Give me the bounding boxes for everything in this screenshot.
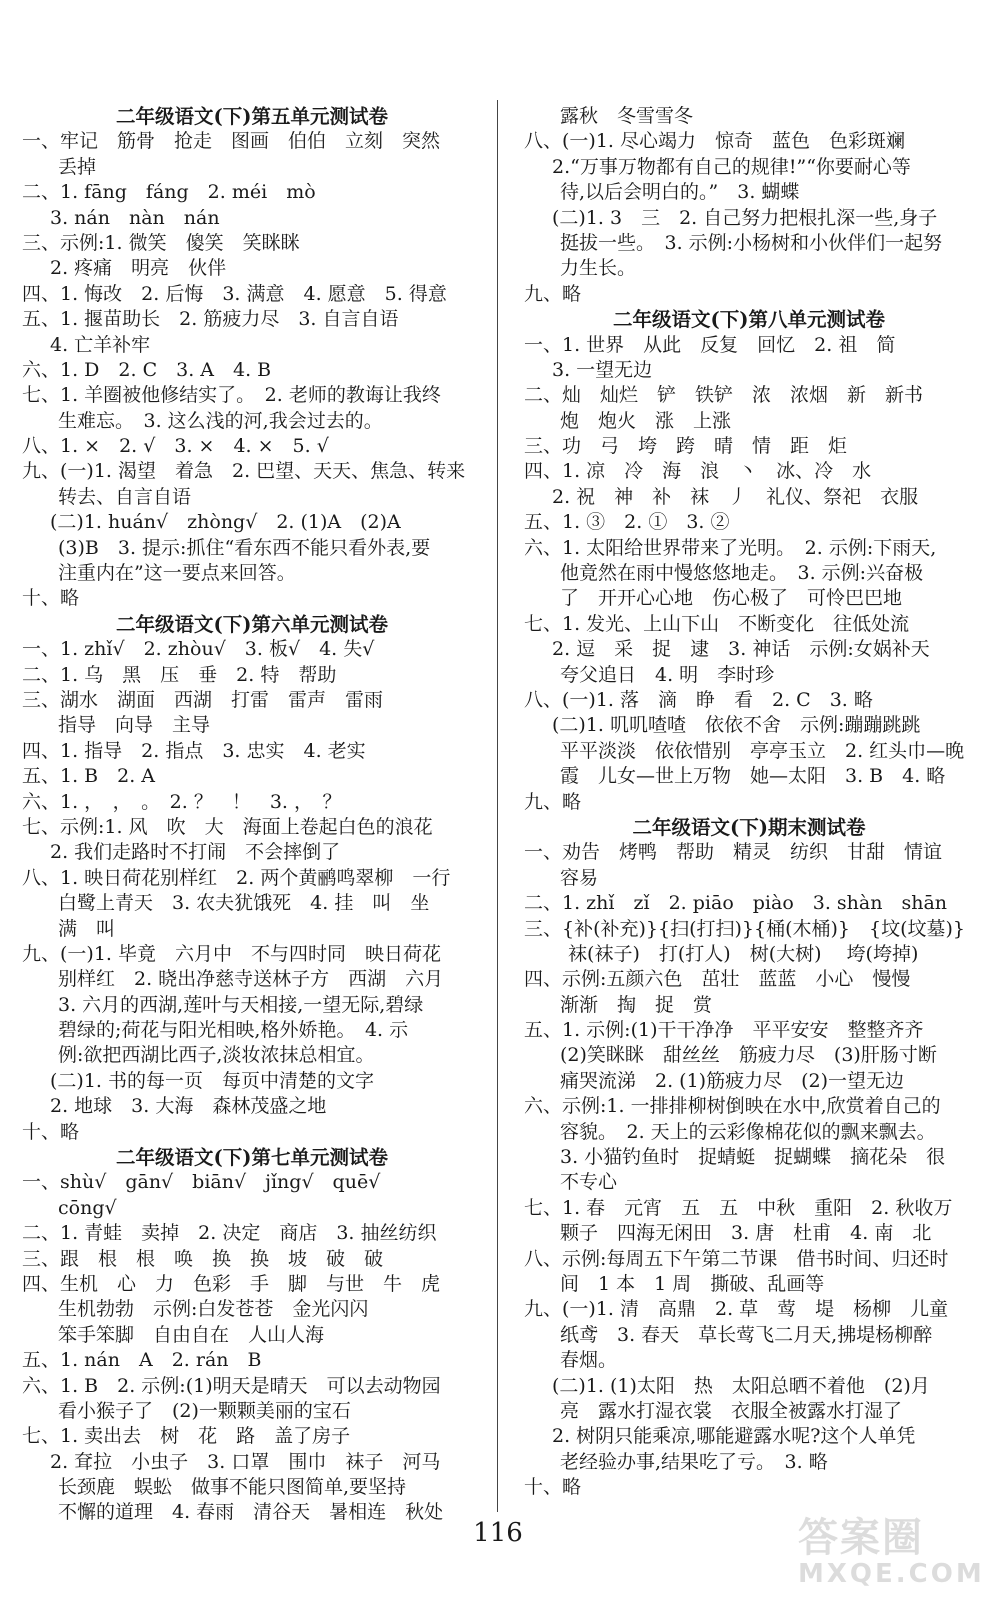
answer-line: 六、1. 太阳给世界带来了光明。 2. 示例:下雨天, xyxy=(524,536,937,559)
answer-line: 待,以后会明白的。” 3. 蝴蝶 xyxy=(560,181,800,204)
answer-line: cōng√ xyxy=(58,1196,117,1219)
answer-line: (2)笑眯眯 甜丝丝 筋疲力尽 (3)肝肠寸断 xyxy=(560,1044,937,1067)
answer-line: 九、略 xyxy=(524,790,582,813)
answer-line: 2. 疼痛 明亮 伙伴 xyxy=(50,257,227,280)
answer-line: 八、(一)1. 尽心竭力 惊奇 蓝色 色彩斑斓 xyxy=(524,130,905,153)
answer-line: 一、1. 世界 从此 反复 回忆 2. 祖 简 xyxy=(524,333,896,356)
answer-line: 三、跟 根 根 唤 换 换 坡 破 破 xyxy=(22,1247,384,1270)
answer-line: 容易 xyxy=(560,866,599,889)
answer-line: 四、1. 凉 冷 海 浪 丶 冰、冷 水 xyxy=(524,460,872,483)
answer-line: 五、1. 示例:(1)干干净净 平平安安 整整齐齐 xyxy=(524,1019,924,1042)
answer-line: 二、1. 青蛙 卖掉 2. 决定 商店 3. 抽丝纺织 xyxy=(22,1222,437,1245)
section-title: 二年级语文(下)期末测试卷 xyxy=(632,815,866,839)
answer-line: 春烟。 xyxy=(560,1349,618,1372)
section-title: 二年级语文(下)第五单元测试卷 xyxy=(116,105,388,128)
watermark-line2: MXQE.COM xyxy=(798,1559,985,1589)
answer-line: 碧绿的;荷花与阳光相映,格外娇艳。 4. 示 xyxy=(58,1019,409,1042)
answer-line: 十、略 xyxy=(22,1120,80,1143)
column-divider xyxy=(497,100,498,1512)
answer-line: 3. 小猫钓鱼时 捉蜻蜓 捉蝴蝶 摘花朵 很 xyxy=(560,1146,946,1169)
answer-line: (二)1. 书的每一页 每页中清楚的文字 xyxy=(50,1069,374,1092)
answer-line: 三、{补(补充)}{扫(打扫)}{桶(木桶)} {坟(坟墓)} xyxy=(524,917,966,940)
answer-line: 五、1. B 2. A xyxy=(22,765,156,788)
watermark-logo xyxy=(798,1506,985,1589)
section-title: 二年级语文(下)第八单元测试卷 xyxy=(613,308,885,332)
answer-line: (3)B 3. 提示:抓住“看东西不能只看外表,要 xyxy=(58,536,431,559)
answer-line: 一、牢记 筋骨 抢走 图画 伯伯 立刻 突然 xyxy=(22,130,441,153)
answer-line: 2. 逗 采 捉 逮 3. 神话 示例:女娲补天 xyxy=(552,638,930,661)
answer-line: 三、功 弓 垮 跨 晴 情 距 炬 xyxy=(524,435,848,458)
answer-line: (二)1. huán√ zhòng√ 2. (1)A (2)A xyxy=(50,511,401,534)
watermark-line1: 答案圈 xyxy=(798,1515,924,1561)
answer-line: 亮 露水打湿衣裳 衣服全被露水打湿了 xyxy=(560,1399,903,1422)
answer-line: 2. 树阴只能乘凉,哪能避露水呢?这个人单凭 xyxy=(552,1425,916,1448)
answer-line: 二、1. zhǐ zǐ 2. piāo piào 3. shàn shān xyxy=(524,892,948,915)
answer-line: 五、1. nán A 2. rán B xyxy=(22,1349,262,1372)
answer-line: 三、示例:1. 微笑 傻笑 笑眯眯 xyxy=(22,231,300,254)
section-title: 二年级语文(下)第七单元测试卷 xyxy=(116,1146,388,1170)
right-column xyxy=(524,104,974,1500)
answer-line: 2. 地球 3. 大海 森林茂盛之地 xyxy=(50,1095,327,1118)
answer-line: 一、shù√ gān√ biān√ jǐng√ quē√ xyxy=(22,1171,381,1194)
answer-line: 八、1. × 2. √ 3. × 4. × 5. √ xyxy=(22,435,329,458)
answer-line: 长颈鹿 蜈蚣 做事不能只图简单,要坚持 xyxy=(58,1476,407,1499)
answer-line: 例:欲把西湖比西子,淡妆浓抹总相宜。 xyxy=(58,1044,375,1067)
answer-line: 十、略 xyxy=(22,587,80,610)
answer-line: 老经验办事,结果吃了亏。 3. 略 xyxy=(560,1450,828,1473)
answer-line: 3. nán nàn nán xyxy=(50,206,220,229)
answer-line: 3. 六月的西湖,莲叶与天相接,一望无际,碧绿 xyxy=(58,993,424,1016)
answer-line: 六、1. D 2. C 3. A 4. B xyxy=(22,358,272,381)
answer-line: 看小猴子了 (2)一颗颗美丽的宝石 xyxy=(58,1399,351,1422)
answer-line: 生难忘。 3. 这么浅的河,我会过去的。 xyxy=(58,409,383,432)
answer-line: 平平淡淡 依依惜别 亭亭玉立 2. 红头巾—晚 xyxy=(560,739,965,762)
answer-line: 丢掉 xyxy=(58,155,97,178)
answer-line: (二)1. (1)太阳 热 太阳总晒不着他 (2)月 xyxy=(552,1374,930,1397)
answer-line: 2. 耷拉 小虫子 3. 口罩 围巾 袜子 河马 xyxy=(50,1450,441,1473)
answer-line: 白鹭上青天 3. 农夫犹饿死 4. 挂 叫 坐 xyxy=(58,892,430,915)
answer-line: 袜(袜子) 打(打人) 树(大树) 垮(垮掉) xyxy=(524,942,919,965)
answer-line: 五、1. 揠苗助长 2. 筋疲力尽 3. 自言自语 xyxy=(22,308,399,331)
answer-line: 纸鸢 3. 春天 草长莺飞二月天,拂堤杨柳醉 xyxy=(560,1323,933,1346)
answer-line: 七、示例:1. 风 吹 大 海面上卷起白色的浪花 xyxy=(22,815,433,838)
answer-line: 七、1. 卖出去 树 花 路 盖了房子 xyxy=(22,1425,351,1448)
answer-line: 2. 我们走路时不打闹 不会摔倒了 xyxy=(50,841,341,864)
answer-line: 二、灿 灿烂 铲 铁铲 浓 浓烟 新 新书 xyxy=(524,384,924,407)
answer-line: 不专心 xyxy=(560,1171,618,1194)
answer-line: 六、示例:1. 一排排柳树倒映在水中,欣赏着自己的 xyxy=(524,1095,941,1118)
answer-line: 夸父追日 4. 明 李时珍 xyxy=(560,663,775,686)
answer-line: 七、1. 羊圈被他修结实了。 2. 老师的教诲让我终 xyxy=(22,384,441,407)
answer-line: 4. 亡羊补牢 xyxy=(50,333,151,356)
answer-line: 霞 儿女—世上万物 她—太阳 3. B 4. 略 xyxy=(560,765,946,788)
answer-line: 2. 祝 神 补 袜 丿 礼仪、祭祀 衣服 xyxy=(552,485,919,508)
answer-line: 九、(一)1. 清 高鼎 2. 草 莺 堤 杨柳 儿童 xyxy=(524,1298,949,1321)
answer-line: 七、1. 发光、上山下山 不断变化 往低处流 xyxy=(524,612,910,635)
answer-line: 四、生机 心 力 色彩 手 脚 与世 牛 虎 xyxy=(22,1272,441,1295)
section-title: 二年级语文(下)第六单元测试卷 xyxy=(116,612,388,636)
answer-line: 笨手笨脚 自由自在 人山人海 xyxy=(58,1323,325,1346)
answer-line: (二)1. 叽叽喳喳 依依不舍 示例:蹦蹦跳跳 xyxy=(552,714,921,737)
answer-line: 九、(一)1. 毕竟 六月中 不与四时同 映日荷花 xyxy=(22,942,441,965)
answer-line: (二)1. 3 三 2. 自己努力把根扎深一些,身子 xyxy=(552,206,938,229)
answer-line: 不懈的道理 4. 春雨 清谷天 暑相连 秋处 xyxy=(58,1501,444,1524)
answer-line: 七、1. 春 元宵 五 五 中秋 重阳 2. 秋收万 xyxy=(524,1196,953,1219)
answer-line: 挺拔一些。 3. 示例:小杨树和小伙伴们一起努 xyxy=(560,231,943,254)
answer-line: 六、1. B 2. 示例:(1)明天是晴天 可以去动物园 xyxy=(22,1374,441,1397)
answer-line: 痛哭流涕 2. (1)筋疲力尽 (2)一望无边 xyxy=(560,1069,904,1092)
answer-line: 十、略 xyxy=(524,1476,582,1499)
answer-line: 注重内在”这一要点来回答。 xyxy=(58,562,296,585)
answer-line: 满 叫 xyxy=(58,917,116,940)
answer-line: 2.“万事万物都有自己的规律!”“你要耐心等 xyxy=(552,155,911,178)
answer-line: 三、湖水 湖面 西湖 打雷 雷声 雷雨 xyxy=(22,688,384,711)
answer-line: 二、1. 乌 黑 压 垂 2. 特 帮助 xyxy=(22,663,337,686)
answer-line: 力生长。 xyxy=(560,257,637,280)
answer-line: 容貌。 2. 天上的云彩像棉花似的飘来飘去。 xyxy=(560,1120,936,1143)
answer-line: 一、劝告 烤鸭 帮助 精灵 纺织 甘甜 情谊 xyxy=(524,841,943,864)
page-number: 116 xyxy=(473,1518,523,1548)
answer-line: 露秋 冬雪雪冬 xyxy=(560,105,694,127)
answer-line: 四、1. 指导 2. 指点 3. 忠实 4. 老实 xyxy=(22,739,366,762)
answer-line: 一、1. zhǐ√ 2. zhòu√ 3. 板√ 4. 失√ xyxy=(22,638,375,661)
answer-line: 五、1. ③ 2. ① 3. ② xyxy=(524,511,730,534)
answer-line: 八、(一)1. 落 滴 睁 看 2. C 3. 略 xyxy=(524,688,873,711)
answer-line: 了 开开心心地 伤心极了 可怜巴巴地 xyxy=(560,587,903,610)
answer-line: 渐渐 掏 捉 赏 xyxy=(560,993,713,1016)
answer-line: 转去、自言自语 xyxy=(58,485,192,508)
answer-line: 指导 向导 主导 xyxy=(58,714,211,737)
answer-line: 二、1. fāng fáng 2. méi mò xyxy=(22,181,316,204)
answer-line: 六、1. ， ， 。 2. ？ ！ 3. ， ？ xyxy=(22,790,342,813)
answer-line: 八、1. 映日荷花别样红 2. 两个黄鹂鸣翠柳 一行 xyxy=(22,866,451,889)
answer-line: 四、示例:五颜六色 茁壮 蓝蓝 小心 慢慢 xyxy=(524,968,911,991)
answer-line: 颗子 四海无闲田 3. 唐 杜甫 4. 南 北 xyxy=(560,1222,932,1245)
answer-line: 他竟然在雨中慢悠悠地走。 3. 示例:兴奋极 xyxy=(560,562,924,585)
answer-line: 炮 炮火 涨 上涨 xyxy=(560,409,732,432)
answer-line: 四、1. 悔改 2. 后悔 3. 满意 4. 愿意 5. 得意 xyxy=(22,282,447,305)
left-column xyxy=(22,104,482,1526)
answer-line: 八、示例:每周五下午第二节课 借书时间、归还时 xyxy=(524,1247,949,1270)
answer-line: 生机勃勃 示例:白发苍苍 金光闪闪 xyxy=(58,1298,369,1321)
answer-line: 3. 一望无边 xyxy=(552,358,653,381)
answer-line: 间 1 本 1 周 撕破、乱画等 xyxy=(560,1272,825,1295)
answer-line: 别样红 2. 晓出净慈寺送林子方 西湖 六月 xyxy=(58,968,444,991)
answer-line: 九、略 xyxy=(524,282,582,305)
answer-line: 九、(一)1. 渴望 着急 2. 巴望、天天、焦急、转来 xyxy=(22,460,466,483)
